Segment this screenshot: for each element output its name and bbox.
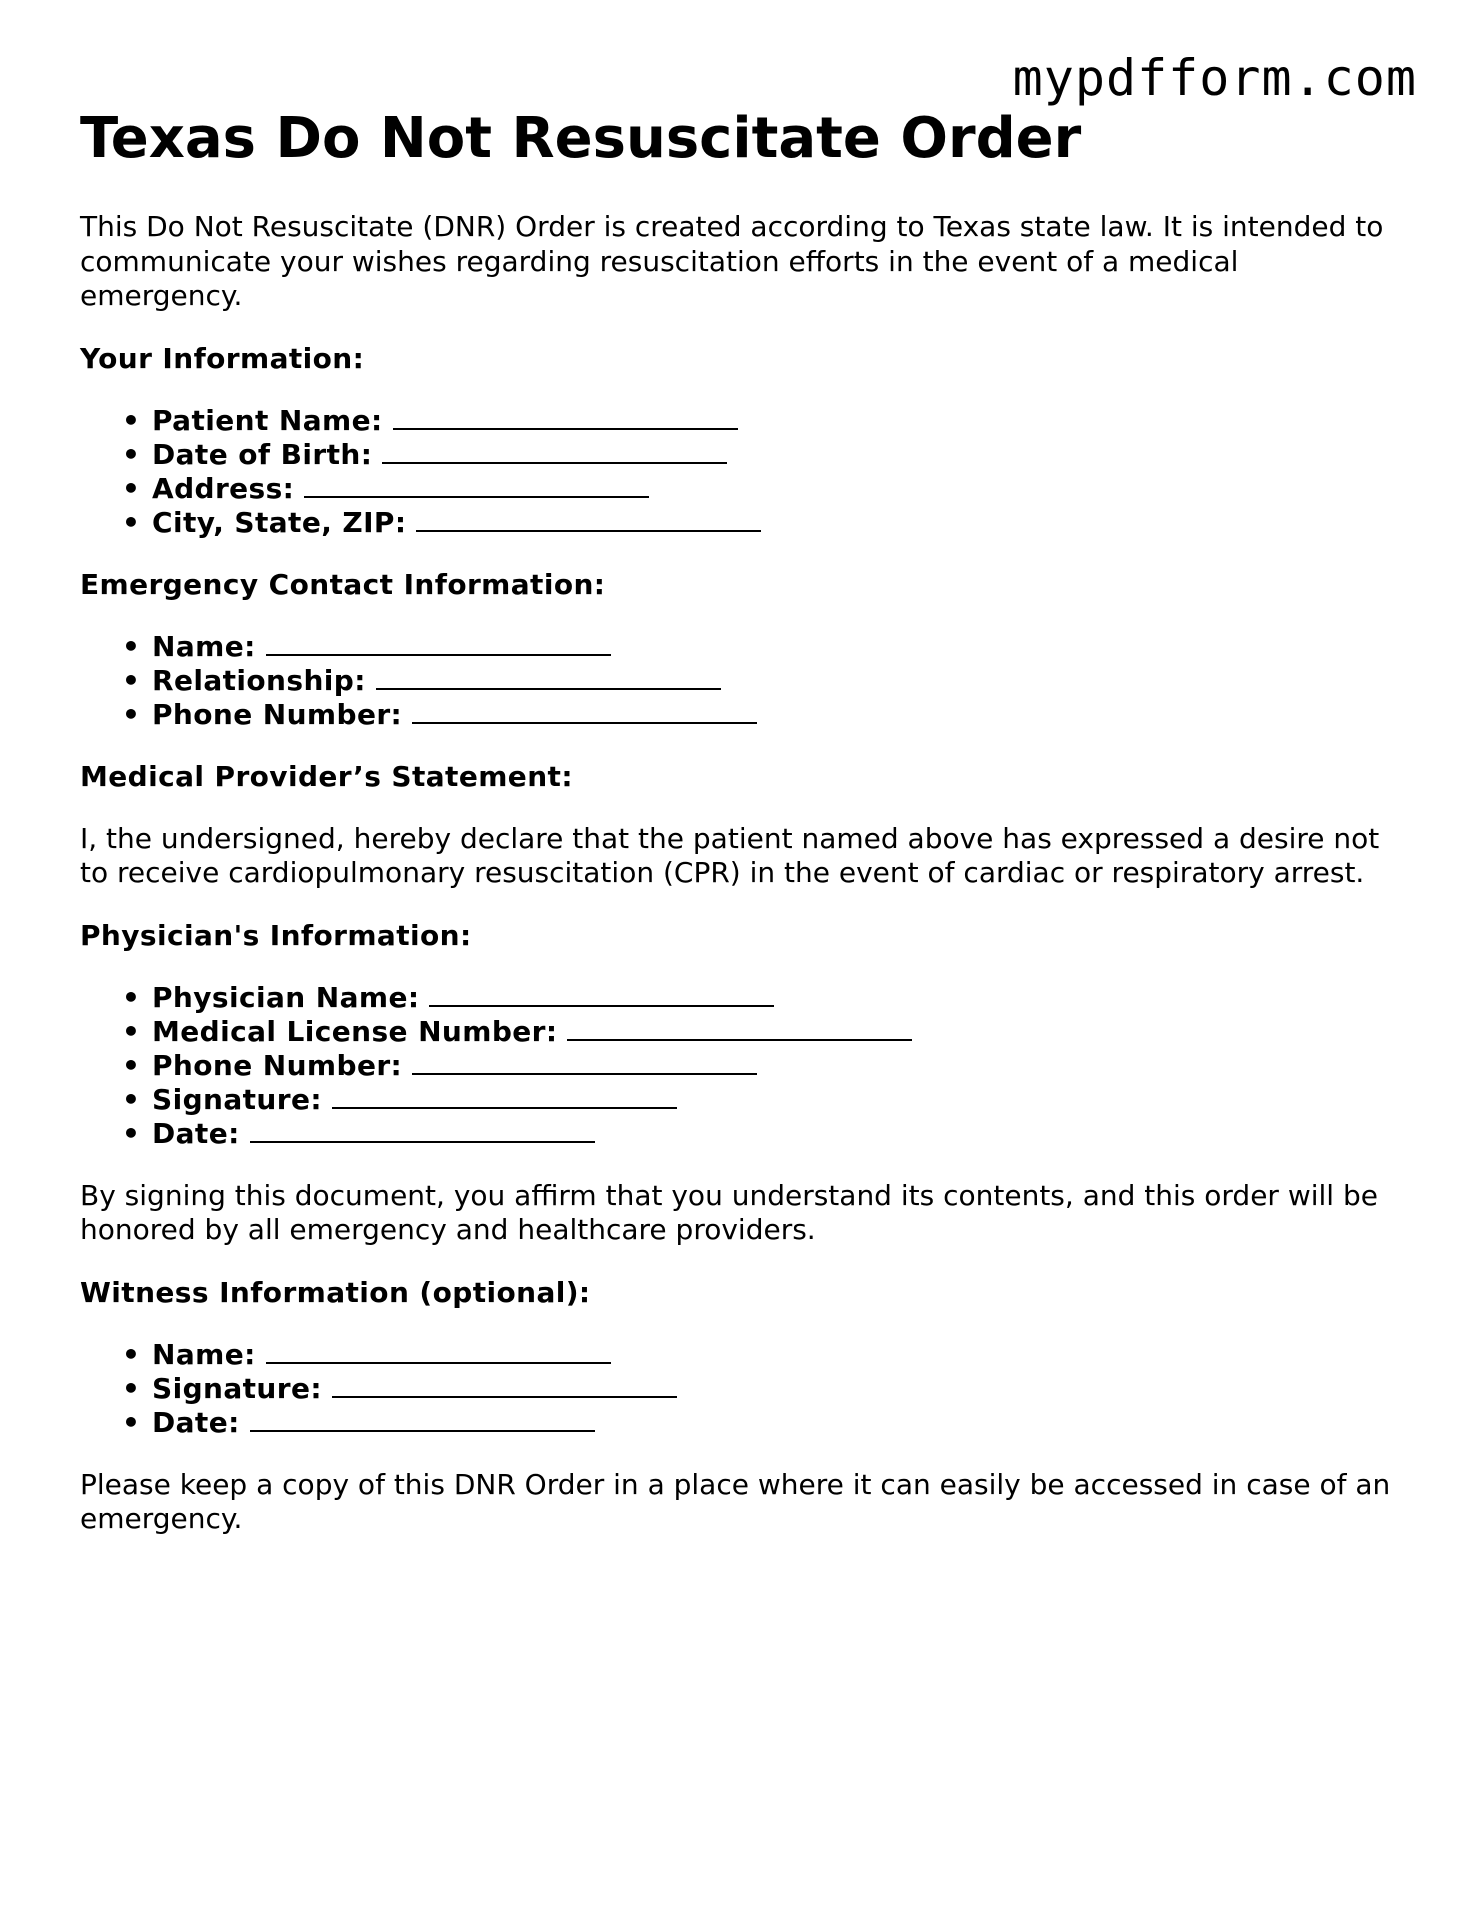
field-label: Signature: xyxy=(152,1082,322,1116)
field-contact-phone xyxy=(152,698,1400,732)
affirmation-paragraph: By signing this document, you affirm that you understand its contents, and this order will be honored by all emergency and healthcare providers. xyxy=(80,1178,1378,1246)
field-label: Date: xyxy=(152,1116,240,1150)
field-patient-name xyxy=(152,404,1400,438)
physician-information-list xyxy=(80,981,1400,1151)
field-label: Physician Name: xyxy=(152,980,420,1014)
physician-date-blank[interactable] xyxy=(250,1117,595,1143)
field-witness-date xyxy=(152,1406,1400,1440)
witness-name-blank[interactable] xyxy=(266,1338,611,1364)
field-label: Date: xyxy=(152,1405,240,1439)
document-page xyxy=(80,100,1400,1537)
intro-paragraph: This Do Not Resuscitate (DNR) Order is created according to Texas state law. It is intended to communicate your wishes regarding resuscitation efforts in the event of a medical emergency. xyxy=(80,210,1384,312)
witness-information-heading: Witness Information (optional): xyxy=(80,1275,591,1309)
provider-statement-text: I, the undersigned, hereby declare that the patient named above has expressed a desire not to receive cardiopulmonary resuscitation (CPR) in the event of cardiac or respiratory arrest. xyxy=(80,821,1380,889)
physician-information-heading: Physician's Information: xyxy=(80,918,472,952)
field-city-state-zip xyxy=(152,506,1400,540)
field-license-number xyxy=(152,1015,1400,1049)
field-contact-name xyxy=(152,630,1400,664)
field-date-of-birth xyxy=(152,438,1400,472)
field-label: Patient Name: xyxy=(152,403,383,437)
witness-signature-blank[interactable] xyxy=(332,1372,677,1398)
provider-statement-heading: Medical Provider’s Statement: xyxy=(80,759,573,793)
field-relationship xyxy=(152,664,1400,698)
patient-name-blank[interactable] xyxy=(393,404,738,430)
page-title: Texas Do Not Resuscitate Order xyxy=(80,106,1082,171)
closing-paragraph: Please keep a copy of this DNR Order in a place where it can easily be accessed in case of an emergency. xyxy=(80,1467,1391,1535)
city-state-zip-blank[interactable] xyxy=(416,506,761,532)
field-label: Signature: xyxy=(152,1371,322,1405)
field-physician-phone xyxy=(152,1049,1400,1083)
field-physician-signature xyxy=(152,1083,1400,1117)
your-information-list xyxy=(80,404,1400,540)
witness-date-blank[interactable] xyxy=(250,1406,595,1432)
field-label: Name: xyxy=(152,1337,256,1371)
field-physician-date xyxy=(152,1117,1400,1151)
emergency-contact-heading: Emergency Contact Information: xyxy=(80,567,606,601)
date-of-birth-blank[interactable] xyxy=(382,438,727,464)
address-blank[interactable] xyxy=(304,472,649,498)
field-label: Date of Birth: xyxy=(152,437,373,471)
physician-phone-blank[interactable] xyxy=(412,1049,757,1075)
your-information-heading: Your Information: xyxy=(80,341,365,375)
emergency-contact-list xyxy=(80,630,1400,732)
field-address xyxy=(152,472,1400,506)
witness-information-list xyxy=(80,1338,1400,1440)
field-label: Phone Number: xyxy=(152,1048,403,1082)
field-label: Medical License Number: xyxy=(152,1014,558,1048)
field-label: Relationship: xyxy=(152,663,366,697)
field-label: Address: xyxy=(152,471,295,505)
physician-signature-blank[interactable] xyxy=(332,1083,677,1109)
physician-name-blank[interactable] xyxy=(429,981,774,1007)
watermark: mypdfform.com xyxy=(1012,49,1417,107)
relationship-blank[interactable] xyxy=(376,664,721,690)
field-witness-name xyxy=(152,1338,1400,1372)
field-physician-name xyxy=(152,981,1400,1015)
field-label: Phone Number: xyxy=(152,697,403,731)
field-witness-signature xyxy=(152,1372,1400,1406)
field-label: Name: xyxy=(152,629,256,663)
contact-name-blank[interactable] xyxy=(266,630,611,656)
license-number-blank[interactable] xyxy=(567,1015,912,1041)
contact-phone-blank[interactable] xyxy=(412,698,757,724)
field-label: City, State, ZIP: xyxy=(152,505,407,539)
